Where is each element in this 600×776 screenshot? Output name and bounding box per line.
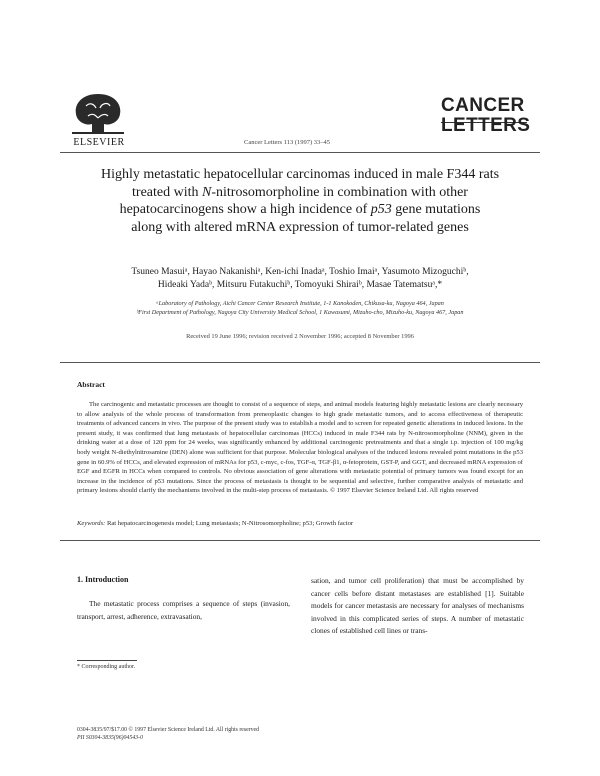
journal-name xyxy=(441,95,531,136)
keywords-text: Rat hepatocarcinogenesis model; Lung metastasis; N-Nitrosomorpholine; p53; Growth factor xyxy=(105,520,354,527)
journal-name-line1: CANCER xyxy=(441,95,525,116)
affiliations xyxy=(62,299,538,317)
intro-left-column: The metastatic process comprises a sequence of steps (invasion, transport, arrest, adherence, extravasation, xyxy=(77,599,290,621)
affiliation-b: ᵇFirst Department of Pathology, Nagoya City University Medical School, 1 Kawasumi, Mizuho-cho, Mizuho-ku, Nagoya 467, Japan xyxy=(136,309,464,316)
title-italic: p53 xyxy=(370,202,392,217)
abstract-text: The carcinogenic and metastatic processes are thought to consist of a sequence of steps, and animal models featuring highly metastatic lesions are clearly necessary to allow analysis of the whole process of transformation from preneoplastic changes to high grade metastatic tumors, and to access effectiveness of therapeutic treatments of advanced cancers in vivo. The purpose of the present study was to establish a model and to screen for repeated genetic alterations in induced lesions. In the present study, it was confirmed that lung metastasis of hepatocellular carcinomas (HCCs) induced in male F344 rats by N-nitrosomorpholine (NNM), given in the drinking water at a dose of 120 ppm for 24 weeks, was significantly enhanced by additional carcinogenic pretreatments and that a single i.p. injection of 100 mg/kg body weight N-diethylnitrosamine (DEN) alone was sufficient for that purpose. Molecular biological analyses of the induced lesions revealed point mutations in the p53 gene in 60.9% of HCCs, and elevated expression of mRNAs for p53, c-myc, c-fos, TGF-α, TGF-β1, α-fetoprotein, GST-P, and GGT, and decreased mRNA expression of EGF and EGFR in HCCs when compared to controls. No obvious association of gene alterations with metastatic potential of primary tumors was found except for an increase in the incidence of p53 mutations. Since the process of metastasis is thought to be sequential and selective, further comparative analysis of metastatic and primary lesions should clarify the mechanisms involved in the multi-step process of metastasis. © 1997 Elsevier Science Ireland Ltd. All rights reserved xyxy=(77,401,523,495)
title-text: -nitrosomorpholine in combination with other xyxy=(211,184,468,200)
received-dates: Received 19 June 1996; revision received 2 November 1996; accepted 8 November 1996 xyxy=(186,333,414,340)
keywords xyxy=(77,520,523,527)
title-italic: N xyxy=(202,184,212,200)
keywords-label: Keywords: xyxy=(77,520,106,527)
abstract-divider-bottom xyxy=(60,540,540,541)
title-text: gene mutations xyxy=(391,202,481,217)
author-list xyxy=(62,266,538,292)
authors-line-1: Tsuneo Masuiᵃ, Hayao Nakanishiᵃ, Ken-ichi Inadaᵃ, Toshio Imaiᵃ, Yasumoto Mizoguchiᵇ, xyxy=(131,267,469,277)
copyright-line: 0304-3835/97/$17.00 © 1997 Elsevier Science Ireland Ltd. All rights reserved xyxy=(77,727,259,733)
copyright-info xyxy=(77,726,259,742)
title-line-2 xyxy=(62,184,538,202)
corresponding-author-footnote: * Corresponding author. xyxy=(77,664,136,670)
abstract-divider-top xyxy=(60,362,540,363)
authors-line-2: Hideaki Yadaᵇ, Mitsuru Futakuchiᵇ, Tomoyuki Shiraiᵇ, Masae Tatematsuᵃ,* xyxy=(157,280,443,290)
section-heading-introduction: 1. Introduction xyxy=(77,575,129,584)
title-text: hepatocarcinogens show a high incidence of xyxy=(119,202,371,217)
abstract-heading: Abstract xyxy=(77,380,105,389)
intro-right-column: sation, and tumor cell proliferation) that must be accomplished by cancer cells before distant metastases are established [1]. Suitable models for cancer metastasis are necessary for analyses of mechanisms involved in this complicated series of steps. A number of metastatic clones of established cell lines or trans- xyxy=(311,576,524,636)
elsevier-logo xyxy=(68,88,128,136)
title-text: treated with xyxy=(132,184,202,200)
publisher-name: ELSEVIER xyxy=(73,137,125,148)
footnote-rule xyxy=(77,660,137,661)
pii-line: PII S0304-3835(96)04543-0 xyxy=(77,735,143,741)
title-line-4: along with altered mRNA expression of tumor-related genes xyxy=(131,219,469,235)
article-title xyxy=(62,166,538,236)
affiliation-a: ᵃLaboratory of Pathology, Aichi Cancer Center Research Institute, 1-1 Kanokoden, Chikusa-ku, Nagoya 464, Japan xyxy=(156,300,444,307)
journal-name-line2: LETTERS xyxy=(441,115,531,136)
title-line-1: Highly metastatic hepatocellular carcinomas induced in male F344 rats xyxy=(100,167,500,182)
title-line-3 xyxy=(62,201,538,219)
header-divider xyxy=(60,152,540,153)
journal-reference: Cancer Letters 113 (1997) 33–45 xyxy=(244,139,331,146)
